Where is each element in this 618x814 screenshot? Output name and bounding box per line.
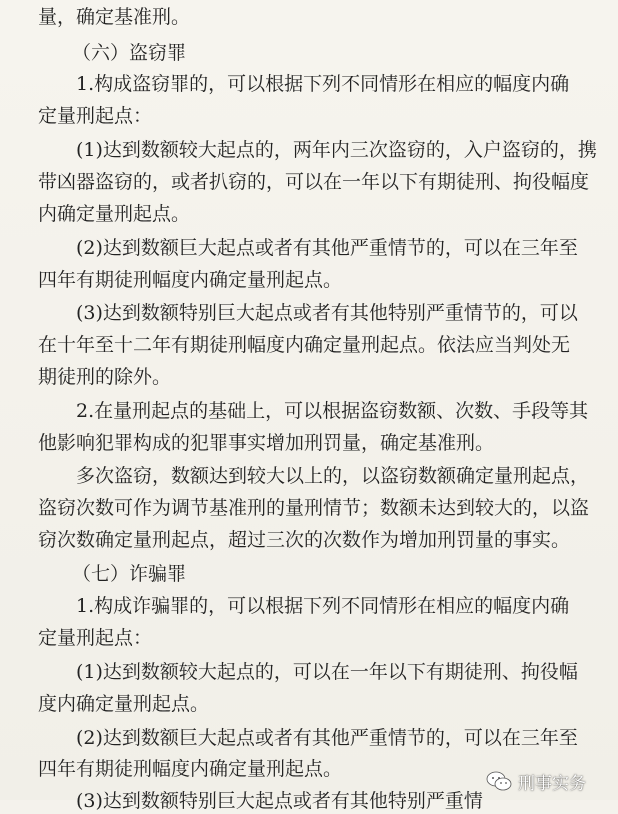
- text-line: 带凶器盗窃的，或者扒窃的，可以在一年以下有期徒刑、拘役幅度: [38, 171, 590, 193]
- text-line: 内确定量刑起点。: [38, 203, 191, 225]
- text-line: (3)达到数额特别巨大起点或者有其他特别严重情节的，可以: [76, 302, 578, 324]
- section-heading-theft: （六）盗窃罪: [72, 42, 187, 64]
- text-line: 量，确定基准刑。: [38, 6, 191, 28]
- watermark-text: 刑事实务: [518, 773, 586, 794]
- text-line: 度内确定量刑起点。: [38, 693, 210, 715]
- text-line: 1.构成盗窃罪的，可以根据下列不同情形在相应的幅度内确: [76, 73, 570, 95]
- text-line: 定量刑起点：: [38, 105, 153, 127]
- text-line: (2)达到数额巨大起点或者有其他严重情节的，可以在三年至: [76, 727, 578, 749]
- section-heading-fraud: （七）诈骗罪: [72, 563, 187, 585]
- text-line: 期徒刑的除外。: [38, 366, 172, 388]
- text-line: 多次盗窃，数额达到较大以上的，以盗窃数额确定量刑起点，: [76, 465, 590, 487]
- text-line: 他影响犯罪构成的犯罪事实增加刑罚量，确定基准刑。: [38, 432, 495, 454]
- wechat-icon: [486, 771, 512, 791]
- watermark: [486, 768, 586, 794]
- text-line: 1.构成诈骗罪的，可以根据下列不同情形在相应的幅度内确: [76, 595, 570, 617]
- text-line: 2.在量刑起点的基础上，可以根据盗窃数额、次数、手段等其: [76, 400, 589, 422]
- text-line: 盗窃次数可作为调节基准刑的量刑情节；数额未达到较大的，以盗: [38, 497, 590, 519]
- text-line: 四年有期徒刑幅度内确定量刑起点。: [38, 269, 343, 291]
- text-line: 窃次数确定量刑起点，超过三次的次数作为增加刑罚量的事实。: [38, 529, 571, 551]
- text-line: 定量刑起点：: [38, 627, 153, 649]
- text-line: (1)达到数额较大起点的，两年内三次盗窃的，入户盗窃的，携: [76, 139, 597, 161]
- text-line: 在十年至十二年有期徒刑幅度内确定量刑起点。依法应当判处无: [38, 334, 571, 356]
- text-line: (2)达到数额巨大起点或者有其他严重情节的，可以在三年至: [76, 237, 578, 259]
- text-line: (3)达到数额特别巨大起点或者有其他特别严重情: [76, 790, 483, 812]
- text-line: (1)达到数额较大起点的，可以在一年以下有期徒刑、拘役幅: [76, 661, 578, 683]
- text-line: 四年有期徒刑幅度内确定量刑起点。: [38, 758, 343, 780]
